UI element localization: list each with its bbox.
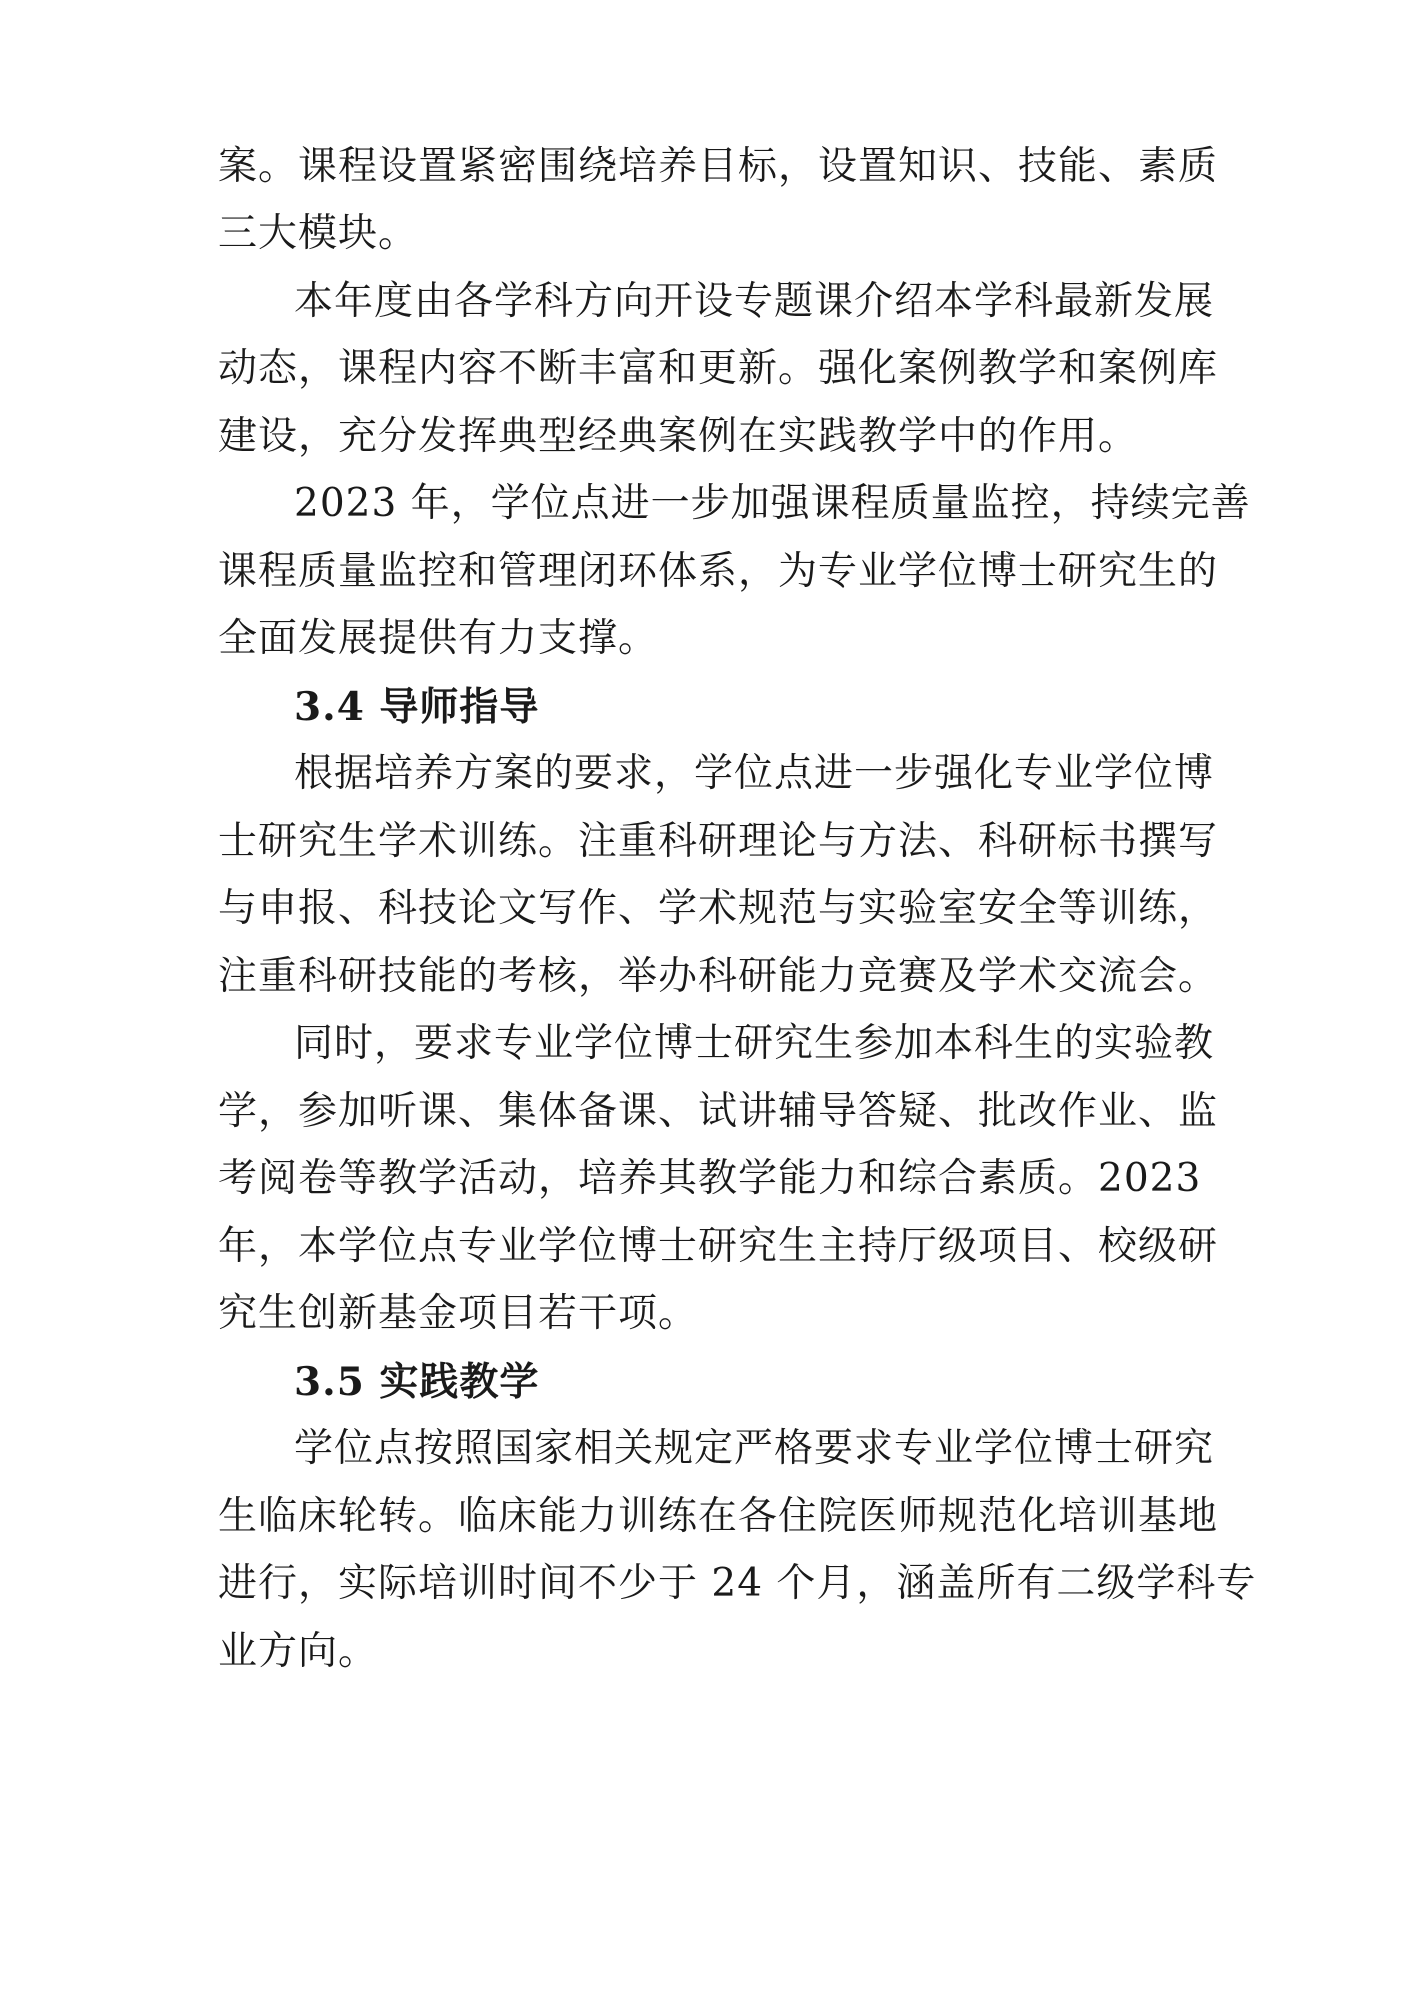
paragraph-line: 士研究生学术训练。注重科研理论与方法、科研标书撰写 [218, 819, 1219, 864]
paragraph-line: 进行，实际培训时间不少于 24 个月，涵盖所有二级学科专 [218, 1561, 1257, 1606]
paragraph-line: 业方向。 [218, 1629, 379, 1674]
paragraph-line: 生临床轮转。临床能力训练在各住院医师规范化培训基地 [218, 1494, 1219, 1539]
paragraph-line: 学位点按照国家相关规定严格要求专业学位博士研究 [294, 1426, 1215, 1471]
paragraph-line: 2023 年，学位点进一步加强课程质量监控，持续完善 [294, 481, 1251, 526]
section-heading: 3.5 实践教学 [294, 1359, 540, 1405]
paragraph-line: 根据培养方案的要求，学位点进一步强化专业学位博 [294, 751, 1215, 796]
paragraph-line: 学，参加听课、集体备课、试讲辅导答疑、批改作业、监 [218, 1089, 1219, 1134]
paragraph-line: 建设，充分发挥典型经典案例在实践教学中的作用。 [218, 414, 1139, 459]
paragraph-line: 课程质量监控和管理闭环体系，为专业学位博士研究生的 [218, 549, 1219, 594]
paragraph-line: 三大模块。 [218, 211, 419, 256]
paragraph-line: 同时，要求专业学位博士研究生参加本科生的实验教 [294, 1021, 1215, 1066]
paragraph-line: 全面发展提供有力支撑。 [218, 616, 659, 661]
paragraph-line: 动态，课程内容不断丰富和更新。强化案例教学和案例库 [218, 346, 1219, 391]
paragraph-line: 本年度由各学科方向开设专题课介绍本学科最新发展 [294, 279, 1215, 324]
paragraph-line: 年，本学位点专业学位博士研究生主持厅级项目、校级研 [218, 1224, 1219, 1269]
section-heading: 3.4 导师指导 [294, 684, 540, 730]
paragraph-line: 考阅卷等教学活动，培养其教学能力和综合素质。2023 [218, 1156, 1202, 1201]
paragraph-line: 注重科研技能的考核，举办科研能力竞赛及学术交流会。 [218, 954, 1219, 999]
paragraph-line: 究生创新基金项目若干项。 [218, 1291, 699, 1336]
paragraph-line: 与申报、科技论文写作、学术规范与实验室安全等训练， [218, 886, 1219, 931]
paragraph-line: 案。课程设置紧密围绕培养目标，设置知识、技能、素质 [218, 144, 1219, 189]
